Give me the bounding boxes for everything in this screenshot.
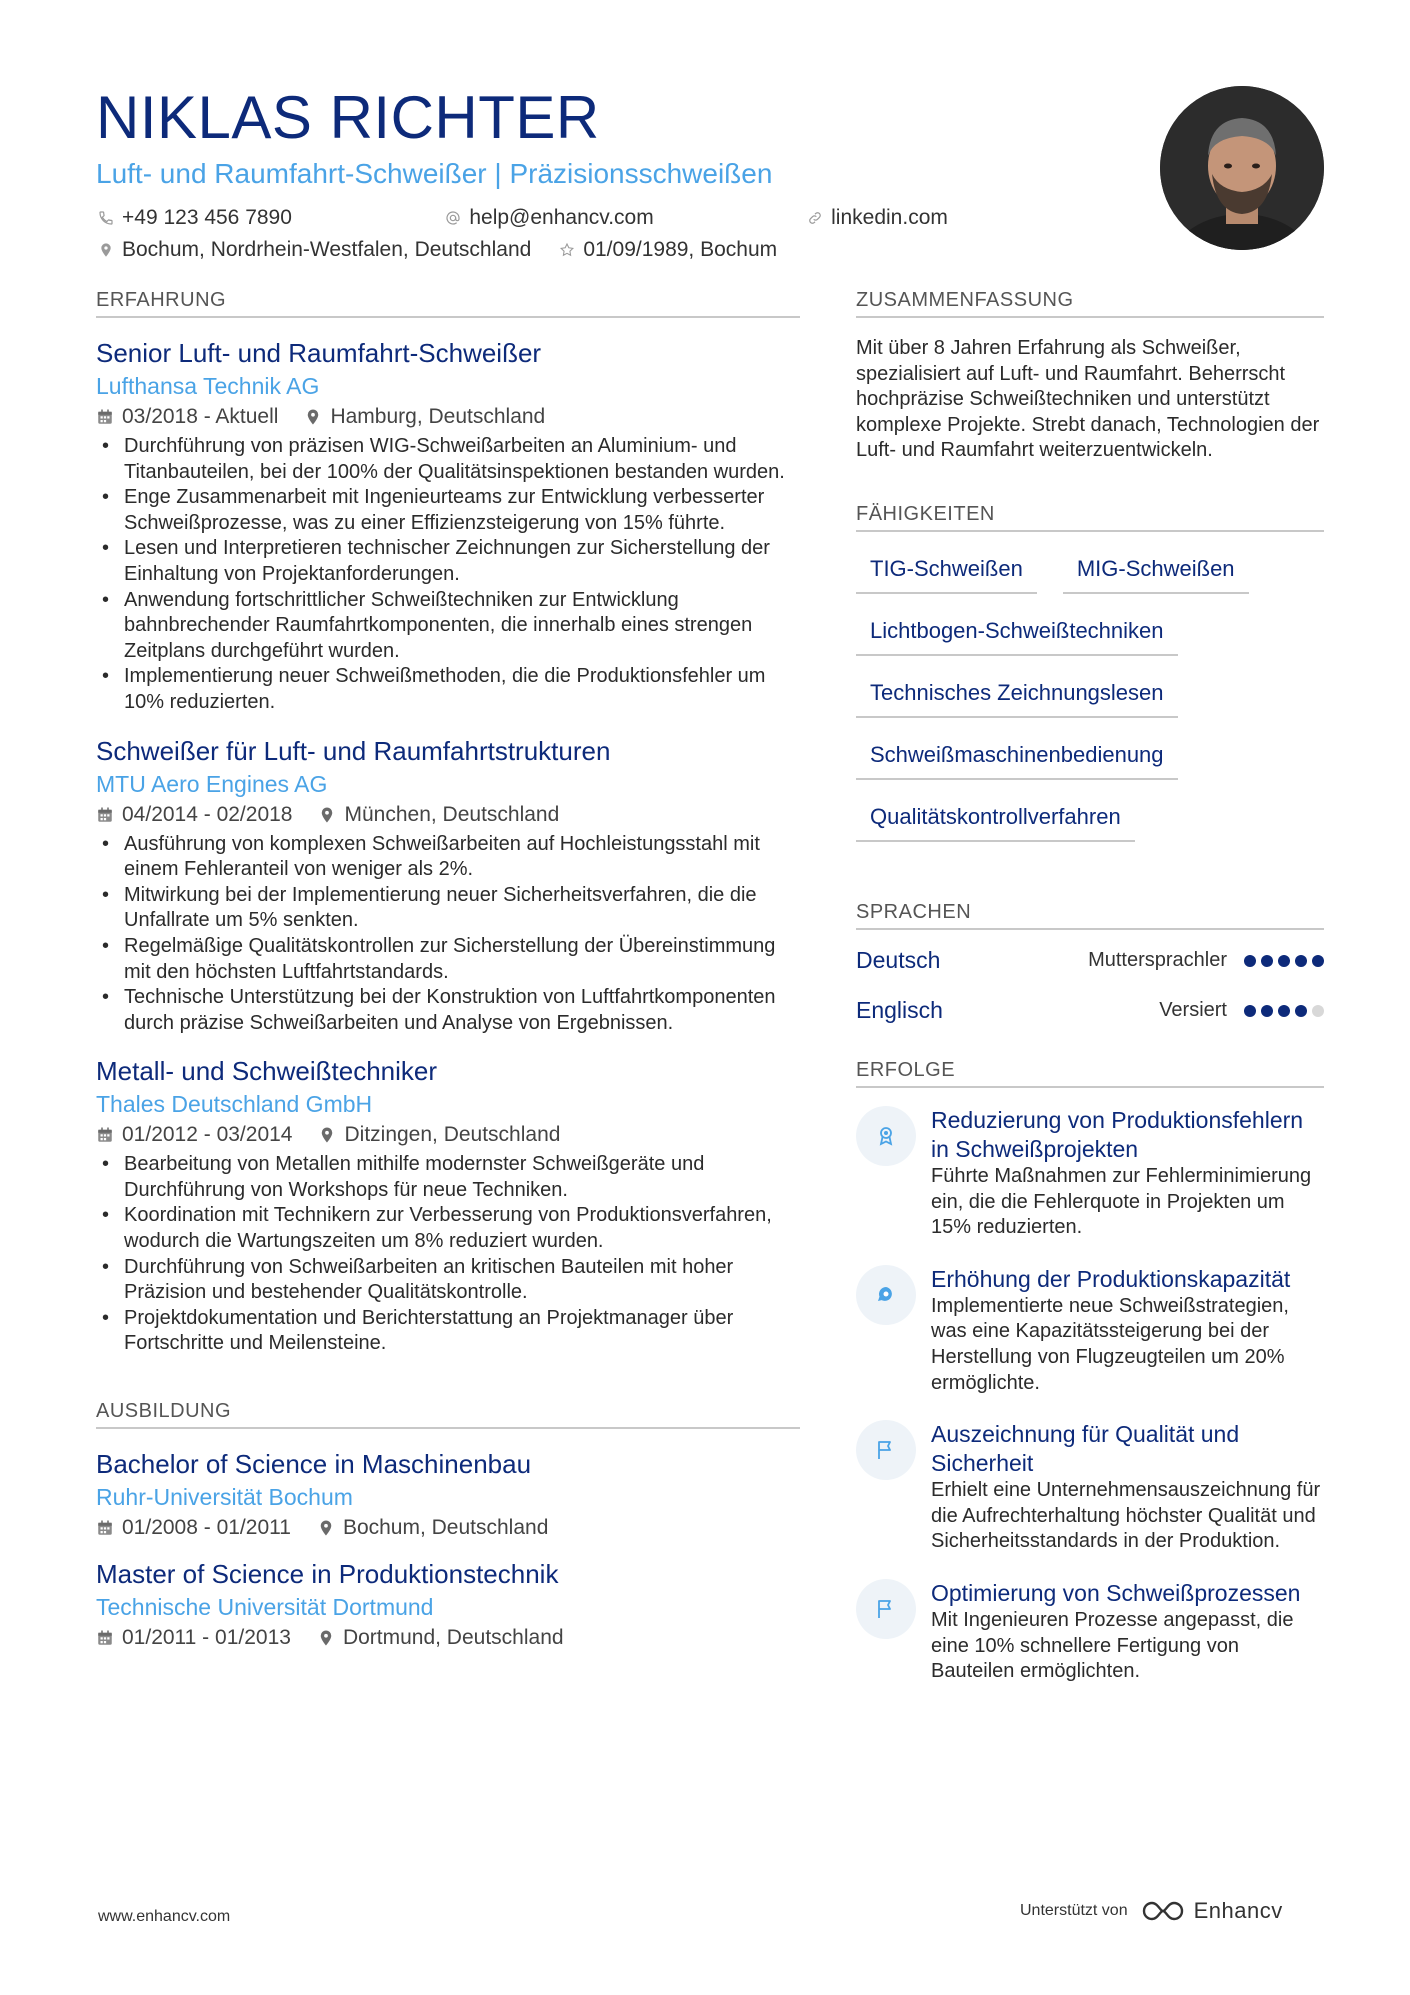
- brand-name: Enhancv: [1193, 1898, 1283, 1923]
- achievements-section-title: ERFOLGE: [856, 1056, 1324, 1088]
- language-name: Deutsch: [856, 947, 941, 974]
- language-level: Versiert: [1159, 999, 1227, 1022]
- bullet-item: • Koordination mit Technikern zur Verbesserung von Produktionsverfahren, wodurch die Wartungszeiten um 8% reduziert wurden.: [96, 1203, 800, 1254]
- school-name: Technische Universität Dortmund: [96, 1594, 434, 1621]
- phone-text: +49 123 456 7890: [122, 206, 292, 229]
- bullet-item: • Durchführung von Schweißarbeiten an kritischen Bauteilen mit hoher Präzision und bestehender Qualitätskontrolle.: [96, 1255, 800, 1306]
- job-location: München, Deutschland: [344, 802, 560, 826]
- contact-info: [96, 204, 948, 264]
- calendar-icon: [96, 1519, 114, 1537]
- skill-tag: Lichtbogen-Schweißtechniken: [856, 610, 1178, 656]
- bullet-item: • Technische Unterstützung bei der Konstruktion von Luftfahrtkomponenten durch präzise Schweißarbeiten und Analyse von Ergebnissen.: [96, 985, 800, 1036]
- header: [96, 82, 1176, 264]
- bullet-item: • Mitwirkung bei der Implementierung neuer Sicherheitsverfahren, die die Unfallrate um 5% senkten.: [96, 883, 800, 934]
- achievement-title: Auszeichnung für Qualität und Sicherheit: [931, 1421, 1240, 1477]
- job-company: Lufthansa Technik AG: [96, 373, 320, 399]
- contact-phone[interactable]: [96, 204, 415, 232]
- bullet-item: • Enge Zusammenarbeit mit Ingenieurteams zur Entwicklung verbesserter Schweißprozesse, was zu einer Effizienzsteigerung von 15% führte.: [96, 485, 800, 536]
- bullet-item: • Regelmäßige Qualitätskontrollen zur Sicherstellung der Übereinstimmung mit den höchsten Luftfahrtstandards.: [96, 934, 800, 985]
- job-location: Hamburg, Deutschland: [330, 405, 546, 428]
- bullet-item: • Projektdokumentation und Berichterstattung an Projektmanager über Fortschritte und Meilensteine.: [96, 1306, 800, 1357]
- location-pin-icon: [96, 240, 116, 260]
- experience-item: [96, 1054, 800, 1357]
- footer-website[interactable]: www.enhancv.com: [98, 1908, 231, 1925]
- achievement-title: Erhöhung der Produktionskapazität: [931, 1265, 1291, 1292]
- education-location: Bochum, Deutschland: [342, 1516, 549, 1540]
- bullet-item: • Anwendung fortschrittlicher Schweißtechniken zur Entwicklung bahnbrechender Raumfahrtkomponenten, die innerhalb eines strengen Zeitplans durchgeführt wurden.: [96, 588, 800, 665]
- summary-section-title: ZUSAMMENFASSUNG: [856, 286, 1324, 318]
- bullet-item: • Durchführung von präzisen WIG-Schweißarbeiten an Aluminium- und Titanbauteilen, bei der 100% der Qualitätsinspektionen bestanden wurden.: [96, 434, 800, 485]
- location-pin-icon: [304, 408, 322, 426]
- education-dates: 01/2011 - 01/2013: [122, 1626, 291, 1650]
- job-title: Senior Luft- und Raumfahrt-Schweißer: [96, 338, 542, 368]
- experience-item: [96, 336, 800, 716]
- candidate-name: NIKLAS RICHTER: [96, 84, 600, 151]
- calendar-icon: [96, 408, 114, 426]
- location-pin-icon: [318, 1126, 336, 1144]
- bullet-item: • Implementierung neuer Schweißmethoden, die die Produktionsfehler um 10% reduzierten.: [96, 664, 800, 715]
- rating-dot-filled: [1261, 955, 1273, 967]
- job-meta: [96, 1120, 800, 1150]
- achievement-title: Reduzierung von Produktionsfehlern in Schweißprojekten: [931, 1106, 1304, 1162]
- education-meta: [96, 1623, 800, 1653]
- location-pin-icon: [317, 1519, 335, 1537]
- brain-icon: [856, 1265, 916, 1325]
- education-dates: 01/2008 - 01/2011: [122, 1516, 291, 1540]
- degree-title: Master of Science in Produktionstechnik: [96, 1559, 559, 1590]
- rating-dot-empty: [1312, 1005, 1324, 1017]
- education-item: [96, 1447, 800, 1543]
- rating-dot-filled: [1312, 955, 1324, 967]
- skill-tag: Qualitätskontrollverfahren: [856, 796, 1135, 842]
- education-section-title: AUSBILDUNG: [96, 1397, 800, 1429]
- job-company: MTU Aero Engines AG: [96, 770, 328, 797]
- contact-linkedin[interactable]: [805, 204, 948, 232]
- bullet-item: • Ausführung von komplexen Schweißarbeiten auf Hochleistungsstahl mit einem Fehleranteil von weniger als 2%.: [96, 832, 800, 883]
- rating-dot-filled: [1261, 1005, 1273, 1017]
- phone-icon: [96, 208, 116, 228]
- job-location: Ditzingen, Deutschland: [344, 1123, 561, 1147]
- achievement-item: [856, 1265, 1324, 1396]
- job-meta: [96, 402, 800, 432]
- achievement-desc: Erhielt eine Unternehmensauszeichnung für die Aufrechterhaltung höchster Qualität und Sicherheitsstandards in der Produktion.: [931, 1479, 1321, 1553]
- experience-item: [96, 734, 800, 1037]
- job-dates: 03/2018 - Aktuell: [122, 405, 279, 428]
- job-meta: [96, 800, 800, 830]
- award-icon: [856, 1106, 916, 1166]
- rating-dot-filled: [1244, 1005, 1256, 1017]
- school-name: Ruhr-Universität Bochum: [96, 1484, 353, 1511]
- rating-dot-filled: [1295, 1005, 1307, 1017]
- job-title: Metall- und Schweißtechniker: [96, 1056, 438, 1087]
- skill-tag: Technisches Zeichnungslesen: [856, 672, 1178, 718]
- left-column: [96, 286, 800, 1667]
- education-location: Dortmund, Deutschland: [342, 1626, 564, 1650]
- rating-dot-filled: [1295, 955, 1307, 967]
- profile-photo: [1160, 86, 1324, 250]
- job-bullets: [96, 832, 800, 1037]
- bullet-item: • Bearbeitung von Metallen mithilfe modernster Schweißgeräte und Durchführung von Workshops für neue Techniken.: [96, 1152, 800, 1203]
- languages-section-title: SPRACHEN: [856, 898, 1324, 930]
- job-bullets: [96, 1152, 800, 1357]
- job-bullets: [96, 434, 800, 716]
- language-rating: [1239, 955, 1324, 967]
- powered-by-text: Unterstützt von: [1020, 1902, 1128, 1919]
- language-name: Englisch: [856, 997, 943, 1024]
- contact-email[interactable]: [443, 204, 777, 232]
- summary-text: Mit über 8 Jahren Erfahrung als Schweißer, spezialisiert auf Luft- und Raumfahrt. Beherrscht hochpräzise Schweißtechniken und unterstützt komplexe Projekte. Strebt danach, Technologien der Luft- und Raumfahrt weiterzuentwickeln.: [856, 337, 1320, 462]
- email-text: help@enhancv.com: [469, 206, 654, 229]
- language-level: Muttersprachler: [1088, 949, 1227, 972]
- degree-title: Bachelor of Science in Maschinenbau: [96, 1449, 532, 1480]
- birth-text: 01/09/1989, Bochum: [583, 238, 778, 261]
- flag-icon: [856, 1420, 916, 1480]
- job-dates: 04/2014 - 02/2018: [122, 802, 293, 826]
- skills-section-title: FÄHIGKEITEN: [856, 500, 1324, 532]
- rating-dot-filled: [1278, 955, 1290, 967]
- rating-dot-filled: [1278, 1005, 1290, 1017]
- achievement-item: [856, 1106, 1324, 1241]
- calendar-icon: [96, 806, 114, 824]
- location-pin-icon: [317, 1629, 335, 1647]
- flag-icon: [856, 1579, 916, 1639]
- location-text: Bochum, Nordrhein-Westfalen, Deutschland: [122, 238, 532, 261]
- experience-section-title: ERFAHRUNG: [96, 286, 800, 318]
- skill-tag: TIG-Schweißen: [856, 548, 1037, 594]
- job-dates: 01/2012 - 03/2014: [122, 1123, 293, 1147]
- candidate-headline: Luft- und Raumfahrt-Schweißer | Präzisionsschweißen: [96, 158, 773, 189]
- skill-tag: MIG-Schweißen: [1063, 548, 1249, 594]
- right-column: [856, 286, 1324, 1709]
- achievement-desc: Implementierte neue Schweißstrategien, was eine Kapazitätssteigerung bei der Herstellung von Flugzeugteilen um 20% ermöglichte.: [931, 1294, 1289, 1394]
- language-item: [856, 986, 1324, 1036]
- linkedin-text: linkedin.com: [831, 206, 948, 229]
- enhancv-logo-icon: [1140, 1899, 1186, 1923]
- footer-branding[interactable]: [1020, 1898, 1283, 1924]
- star-icon: [557, 240, 577, 260]
- calendar-icon: [96, 1126, 114, 1144]
- achievement-desc: Führte Maßnahmen zur Fehlerminimierung ein, die die Fehlerquote in Projekten um 15% reduzierten.: [931, 1164, 1312, 1239]
- at-icon: [443, 208, 463, 228]
- achievement-item: [856, 1579, 1324, 1685]
- languages-list: [856, 936, 1324, 1036]
- language-rating: [1239, 1005, 1324, 1017]
- job-company: Thales Deutschland GmbH: [96, 1091, 373, 1118]
- skills-list: [856, 548, 1324, 858]
- location-pin-icon: [318, 806, 336, 824]
- education-meta: [96, 1513, 800, 1543]
- achievement-item: [856, 1420, 1324, 1555]
- rating-dot-filled: [1244, 955, 1256, 967]
- skill-tag: Schweißmaschinenbedienung: [856, 734, 1178, 780]
- achievement-title: Optimierung von Schweißprozessen: [931, 1579, 1301, 1606]
- achievement-desc: Mit Ingenieuren Prozesse angepasst, die eine 10% schnellere Fertigung von Bauteilen ermöglichten.: [931, 1608, 1294, 1683]
- language-item: [856, 936, 1324, 986]
- calendar-icon: [96, 1629, 114, 1647]
- contact-location: [96, 236, 777, 264]
- bullet-item: • Lesen und Interpretieren technischer Zeichnungen zur Sicherstellung der Einhaltung von Projektanforderungen.: [96, 536, 800, 587]
- education-item: [96, 1557, 800, 1653]
- job-title: Schweißer für Luft- und Raumfahrtstrukturen: [96, 735, 611, 766]
- link-icon: [805, 208, 825, 228]
